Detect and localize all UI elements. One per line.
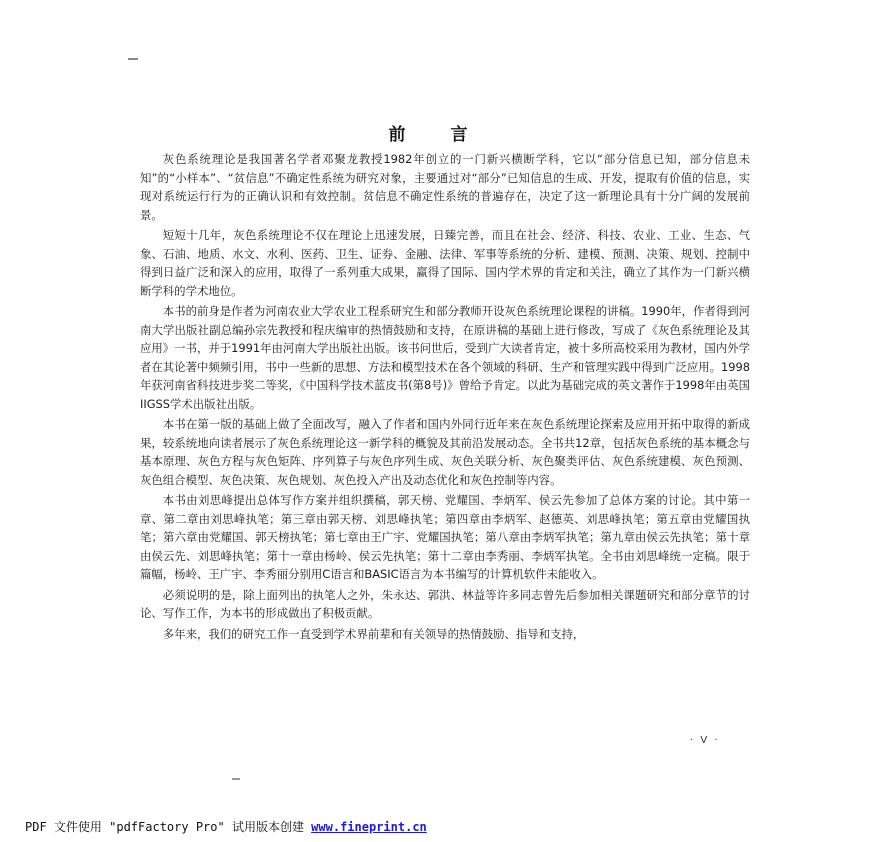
paragraph-6: 必须说明的是，除上面列出的执笔人之外，朱永达、郭洪、林益等许多同志曾先后参加相关课题研究和部分章节的讨论、写作工作，为本书的形成做出了积极贡献。 bbox=[140, 587, 750, 620]
preface-body bbox=[140, 150, 750, 645]
paragraph-2: 短短十几年，灰色系统理论不仅在理论上迅速发展，日臻完善，而且在社会、经济、科技、农业、工业、生态、气象、石油、地质、水文、水利、医药、卫生、证券、金融、法律、军事等系统的分析、建模、预测、决策、规划、控制中得到日益广泛和深入的应用，取得了一系列重大成果，赢得了国际、国内学术界的肯定和关注，确立了其作为一门新兴横断学科的学术地位。 bbox=[140, 228, 750, 298]
scan-mark-top bbox=[128, 58, 138, 60]
paragraph-4: 本书在第一版的基础上做了全面改写，融入了作者和国内外同行近年来在灰色系统理论探索及应用开拓中取得的新成果，较系统地向读者展示了灰色系统理论这一新学科的概貌及其前沿发展动态。全书共12章，包括灰色系统的基本概念与基本原理、灰色方程与灰色矩阵、序列算子与灰色序列生成、灰色关联分析、灰色聚类评估、灰色系统建模、灰色预测、灰色组合模型、灰色决策、灰色规划、灰色投入产出及动态优化和灰色控制等内容。 bbox=[140, 417, 750, 487]
paragraph-7: 多年来，我们的研究工作一直受到学术界前辈和有关领导的热情鼓励、指导和支持， bbox=[162, 626, 585, 641]
paragraph-5: 本书由刘思峰提出总体写作方案并组织撰稿，郭天榜、党耀国、李炳军、侯云先参加了总体方案的讨论。其中第一章、第二章由刘思峰执笔；第三章由郭天榜、刘思峰执笔；第四章由李炳军、赵德英、刘思峰执笔；第五章由党耀国执笔；第六章由党耀国、郭天榜执笔；第七章由王广宇、党耀国执笔；第八章由李炳军执笔；第九章由侯云先执笔；第十章由侯云先、刘思峰执笔；第十一章由杨岭、侯云先执笔；第十二章由李秀丽、李炳军执笔。全书由刘思峰统一定稿。限于篇幅，杨岭、王广宇、李秀丽分别用C语言和BASIC语言为本书编写的计算机软件未能收入。 bbox=[140, 493, 750, 581]
scan-mark-bottom bbox=[232, 778, 240, 780]
footer-link[interactable]: www.fineprint.cn bbox=[311, 820, 427, 834]
paragraph-1: 灰色系统理论是我国著名学者邓聚龙教授1982年创立的一门新兴横断学科，它以“部分信息已知，部分信息未知”的“小样本”、“贫信息”不确定性系统为研究对象，主要通过对“部分”已知信息的生成、开发，提取有价值的信息，实现对系统运行行为的正确认识和有效控制。贫信息不确定性系统的普遍存在，决定了这一新理论具有十分广阔的发展前景。 bbox=[140, 152, 750, 222]
page-number: · V · bbox=[690, 735, 720, 746]
pdf-footer bbox=[25, 818, 427, 835]
footer-text: PDF 文件使用 "pdfFactory Pro" 试用版本创建 bbox=[25, 820, 312, 834]
page-title: 前 言 bbox=[388, 125, 482, 145]
paragraph-3: 本书的前身是作者为河南农业大学农业工程系研究生和部分教师开设灰色系统理论课程的讲稿。1990年，作者得到河南大学出版社副总编孙宗先教授和程庆编审的热情鼓励和支持，在原讲稿的基础上进行修改，写成了《灰色系统理论及其应用》一书，并于1991年由河南大学出版社出版。该书问世后，受到广大读者肯定，被十多所高校采用为教材，国内外学者在其论著中频频引用，书中一些新的思想、方法和模型技术在各个领域的科研、生产和管理实践中得到广泛应用。1998年获河南省科技进步奖二等奖，《中国科学技术蓝皮书(第8号)》曾给予肯定。以此为基础完成的英文著作于1998年由英国IIGSS学术出版社出版。 bbox=[140, 304, 750, 411]
